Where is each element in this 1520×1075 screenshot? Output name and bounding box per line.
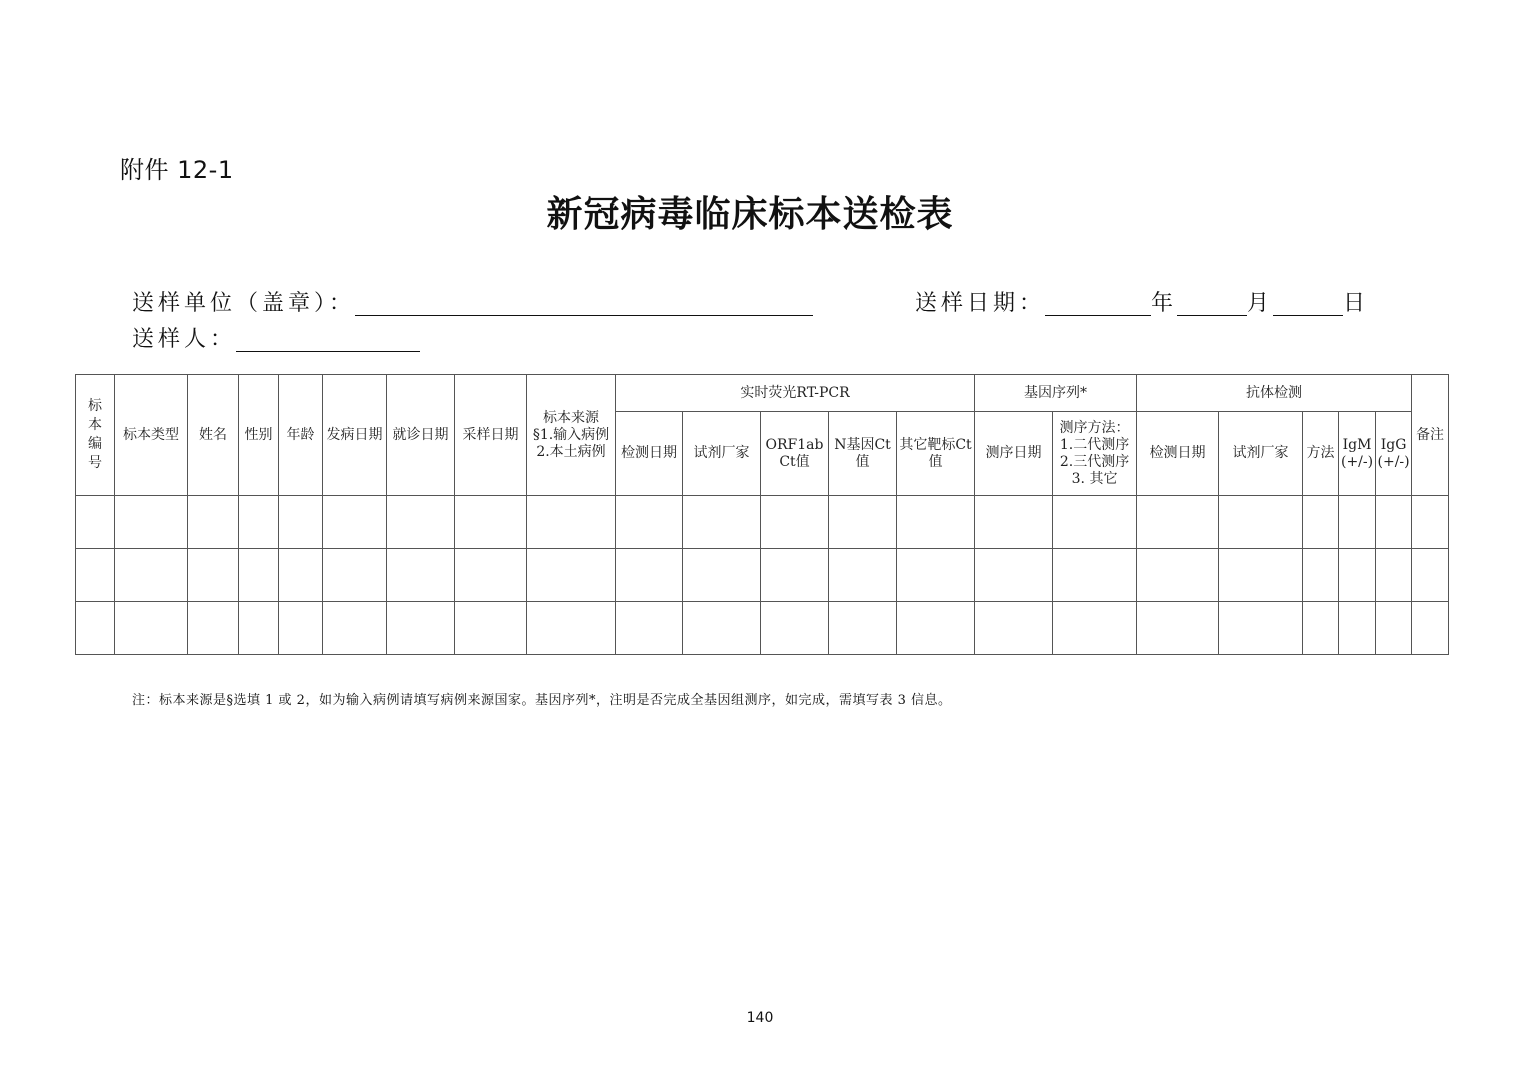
header-specimen-source: 标本来源 §1.输入病例 2.本土病例 — [527, 375, 616, 496]
day-blank[interactable] — [1273, 293, 1343, 316]
header-onset-date: 发病日期 — [323, 375, 387, 496]
unit-blank[interactable] — [355, 293, 813, 316]
header-seq-date: 测序日期 — [975, 412, 1053, 496]
header-orf1ab-ct: ORF1ab Ct值 — [761, 412, 829, 496]
sender-label: 送样人： — [132, 327, 237, 352]
header-pcr-reagent-maker: 试剂厂家 — [683, 412, 761, 496]
header-specimen-id: 标本编号 — [76, 375, 115, 496]
specimen-table — [75, 374, 1449, 655]
header-group-pcr: 实时荧光RT-PCR — [616, 375, 975, 412]
header-igm: IgM (+/-) — [1339, 412, 1376, 496]
header-age: 年龄 — [279, 375, 323, 496]
unit-label: 送样单位（盖章）： — [132, 291, 356, 316]
header-ab-test-date: 检测日期 — [1137, 412, 1219, 496]
header-igg: IgG (+/-) — [1376, 412, 1412, 496]
date-field-row — [915, 286, 1369, 317]
header-specimen-type: 标本类型 — [115, 375, 188, 496]
header-ab-reagent-maker: 试剂厂家 — [1219, 412, 1303, 496]
page-number: 140 — [746, 1010, 774, 1026]
header-n-gene-ct: N基因Ct值 — [829, 412, 897, 496]
header-sex: 性别 — [239, 375, 279, 496]
header-name: 姓名 — [188, 375, 239, 496]
table-row — [76, 549, 1449, 602]
month-label: 月 — [1247, 291, 1274, 316]
table-row — [76, 496, 1449, 549]
header-visit-date: 就诊日期 — [387, 375, 455, 496]
header-ab-method: 方法 — [1303, 412, 1339, 496]
sender-blank[interactable] — [236, 329, 420, 352]
year-label: 年 — [1151, 291, 1178, 316]
sender-field-row — [132, 322, 420, 353]
header-group-antibody: 抗体检测 — [1137, 375, 1412, 412]
footnote: 注：标本来源是§选填 1 或 2，如为输入病例请填写病例来源国家。基因序列*，注明是否完成全基因组测序，如完成，需填写表 3 信息。 — [132, 693, 952, 708]
day-label: 日 — [1343, 291, 1370, 316]
attachment-label: 附件 12-1 — [120, 156, 234, 184]
year-blank[interactable] — [1045, 293, 1151, 316]
table-row — [76, 602, 1449, 655]
form-title: 新冠病毒临床标本送检表 — [546, 193, 954, 235]
header-seq-method: 测序方法： 1.二代测序 2.三代测序 3. 其它 — [1053, 412, 1137, 496]
header-pcr-test-date: 检测日期 — [616, 412, 683, 496]
header-other-target-ct: 其它靶标Ct值 — [897, 412, 975, 496]
header-remarks: 备注 — [1412, 375, 1449, 496]
date-label: 送样日期： — [915, 291, 1046, 316]
header-group-sequence: 基因序列* — [975, 375, 1137, 412]
unit-field-row — [132, 286, 813, 317]
header-collect-date: 采样日期 — [455, 375, 527, 496]
month-blank[interactable] — [1177, 293, 1247, 316]
